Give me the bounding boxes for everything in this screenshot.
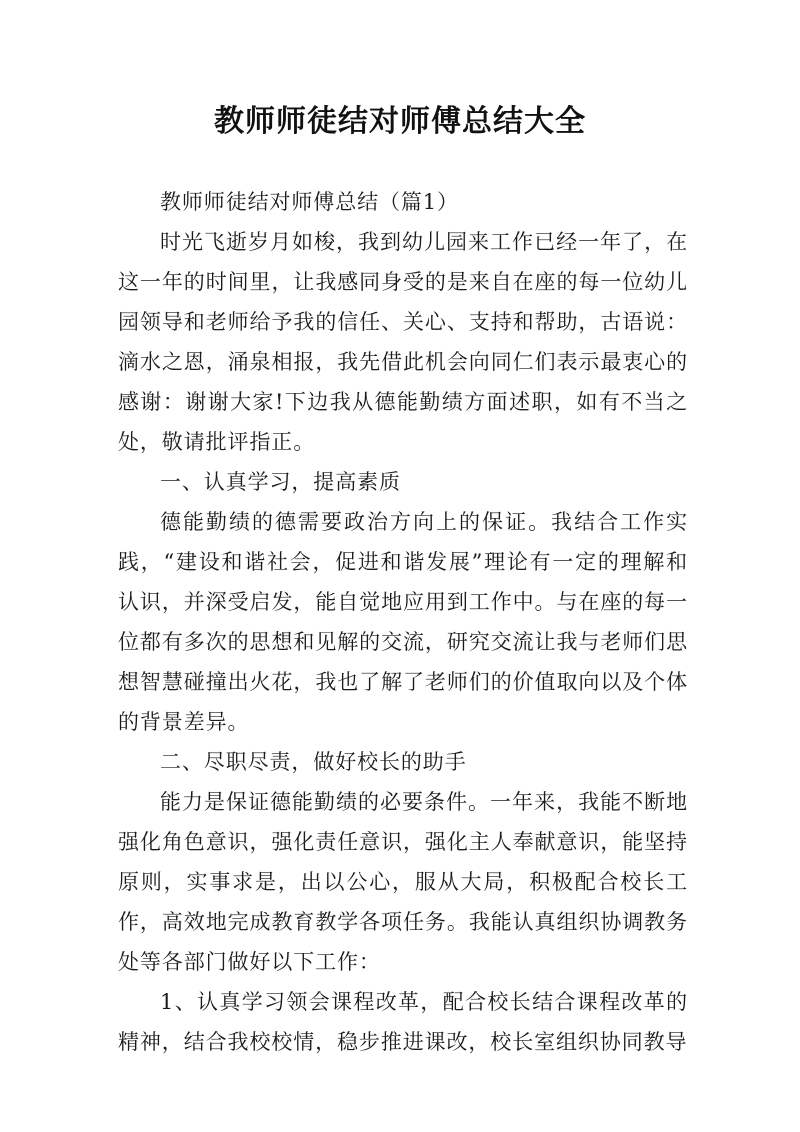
section-heading: 二、尽职尽责，做好校长的助手 [160, 750, 467, 774]
section-heading: 教师师徒结对师傅总结（篇1） [160, 190, 459, 214]
body-paragraph: 德能勤绩的德需要政治方向上的保证。我结合工作实践，“建设和谐社会，促进和谐发展”理论有一定的理解和认识，并深受启发，能自觉地应用到工作中。与在座的每一位都有多次的思想和见解的交流，研究交流让我与老师们思想智慧碰撞出火花，我也了解了老师们的价值取向以及个体的背景差异。 [118, 510, 688, 734]
body-paragraph: 1、认真学习领会课程改革，配合校长结合课程改革的精神，结合我校校情，稳步推进课改，校长室组织协同教导 [118, 990, 688, 1054]
document-body [118, 182, 688, 1062]
body-paragraph: 能力是保证德能勤绩的必要条件。一年来，我能不断地强化角色意识，强化责任意识，强化主人奉献意识，能坚持原则，实事求是，出以公心，服从大局，积极配合校长工作，高效地完成教育教学各项任务。我能认真组织协调教务处等各部门做好以下工作： [118, 790, 688, 974]
body-paragraph: 时光飞逝岁月如梭，我到幼儿园来工作已经一年了，在这一年的时间里，让我感同身受的是来自在座的每一位幼儿园领导和老师给予我的信任、关心、支持和帮助，古语说：滴水之恩，涌泉相报，我先借此机会向同仁们表示最衷心的感谢：谢谢大家!下边我从德能勤绩方面述职，如有不当之处，敬请批评指正。 [118, 230, 688, 454]
section-heading: 一、认真学习，提高素质 [160, 470, 401, 494]
document-title: 教师师徒结对师傅总结大全 [214, 104, 586, 139]
